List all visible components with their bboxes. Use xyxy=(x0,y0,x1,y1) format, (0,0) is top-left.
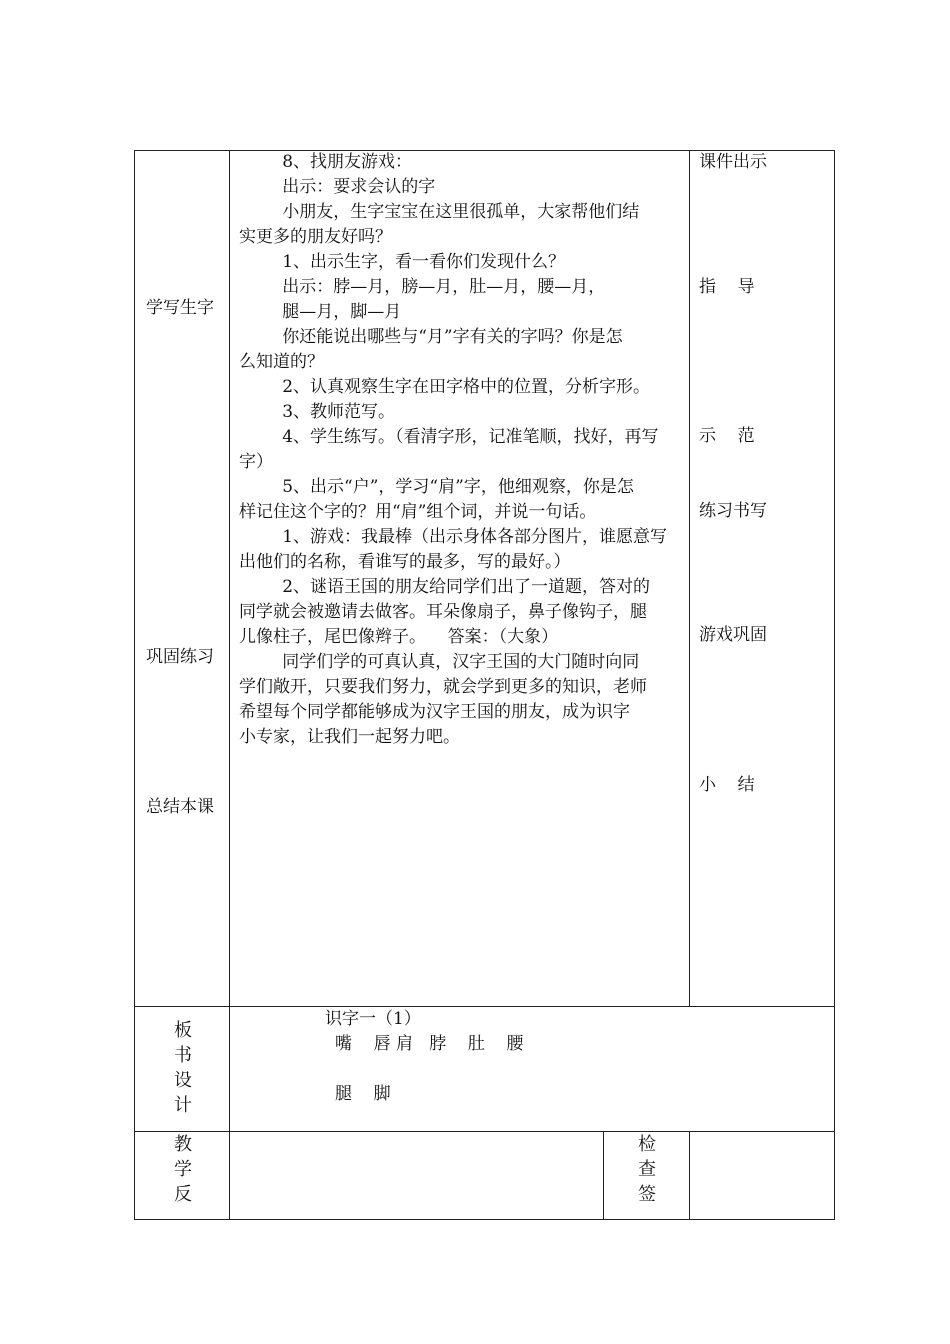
content-line: 4、学生练写。（看清字形，记准笔顺，找好，再写 xyxy=(239,427,659,447)
check-column-divider xyxy=(603,1131,604,1220)
content-line: 出示：要求会认的字 xyxy=(239,177,436,197)
content-line: 腿—月，脚—月 xyxy=(239,302,402,322)
content-line: 小专家，让我们一起努力吧。 xyxy=(239,727,460,747)
board-characters-row2: 腿 脚 xyxy=(335,1084,391,1104)
content-line: 学们敞开，只要我们努力，就会学到更多的知识，老师 xyxy=(239,677,647,697)
board-design-label: 板书设计 xyxy=(174,1020,192,1116)
note-summary: 小 结 xyxy=(699,775,755,795)
label-lesson-summary: 总结本课 xyxy=(146,797,214,817)
label-consolidate-practice: 巩固练习 xyxy=(146,647,214,667)
reflection-row-divider xyxy=(134,1131,835,1132)
content-line: 1、出示生字，看一看你们发现什么？ xyxy=(239,252,566,272)
content-line: 2、谜语王国的朋友给同学们出了一道题，答对的 xyxy=(239,577,651,597)
note-guide: 指 导 xyxy=(699,277,755,297)
note-game-review: 游戏巩固 xyxy=(699,625,767,645)
note-practice-writing: 练习书写 xyxy=(699,501,767,521)
board-characters-row1: 嘴 唇 肩 脖 肚 腰 xyxy=(335,1034,524,1054)
content-line: 实更多的朋友好吗？ xyxy=(239,227,392,247)
note-demonstration: 示 范 xyxy=(699,426,755,446)
content-line: 么知道的？ xyxy=(239,352,324,372)
content-line: 同学就会被邀请去做客。耳朵像扇子，鼻子像钩子，腿 xyxy=(239,602,647,622)
board-row-divider xyxy=(134,1006,835,1007)
content-line: 1、游戏：我最棒（出示身体各部分图片，谁愿意写 xyxy=(239,527,668,547)
content-line: 希望每个同学都能够成为汉字王国的朋友，成为识字 xyxy=(239,702,630,722)
right-column-divider-top xyxy=(689,150,690,1006)
content-line: 出他们的名称，看谁写的最多，写的最好。） xyxy=(239,552,571,572)
board-title: 识字一（1） xyxy=(325,1009,421,1029)
label-write-characters: 学写生字 xyxy=(146,298,214,318)
content-line: 你还能说出哪些与“月”字有关的字吗？你是怎 xyxy=(239,327,623,347)
left-column-divider xyxy=(229,150,230,1220)
content-line: 样记住这个字的？用“肩”组个词，并说一句话。 xyxy=(239,502,597,522)
content-line: 2、认真观察生字在田字格中的位置，分析字形。 xyxy=(239,377,651,397)
note-courseware: 课件出示 xyxy=(699,152,767,172)
content-line: 8、找朋友游戏： xyxy=(239,152,413,172)
content-line: 5、出示“户”，学习“肩”字，他细观察，你是怎 xyxy=(239,477,634,497)
teaching-reflection-label: 教学反 xyxy=(174,1134,192,1205)
content-line: 儿像柱子，尾巴像辫子。 答案：（大象） xyxy=(239,627,559,647)
content-line: 出示：脖—月，膀—月，肚—月，腰—月， xyxy=(239,277,606,297)
content-line: 字） xyxy=(239,452,273,472)
content-line: 小朋友，生字宝宝在这里很孤单，大家帮他们结 xyxy=(239,202,640,222)
content-line: 3、教师范写。 xyxy=(239,402,396,422)
right-column-divider-bottom xyxy=(689,1131,690,1220)
content-line: 同学们学的可真认真，汉字王国的大门随时向同 xyxy=(239,652,640,672)
check-sign-label: 检查签 xyxy=(638,1134,656,1205)
